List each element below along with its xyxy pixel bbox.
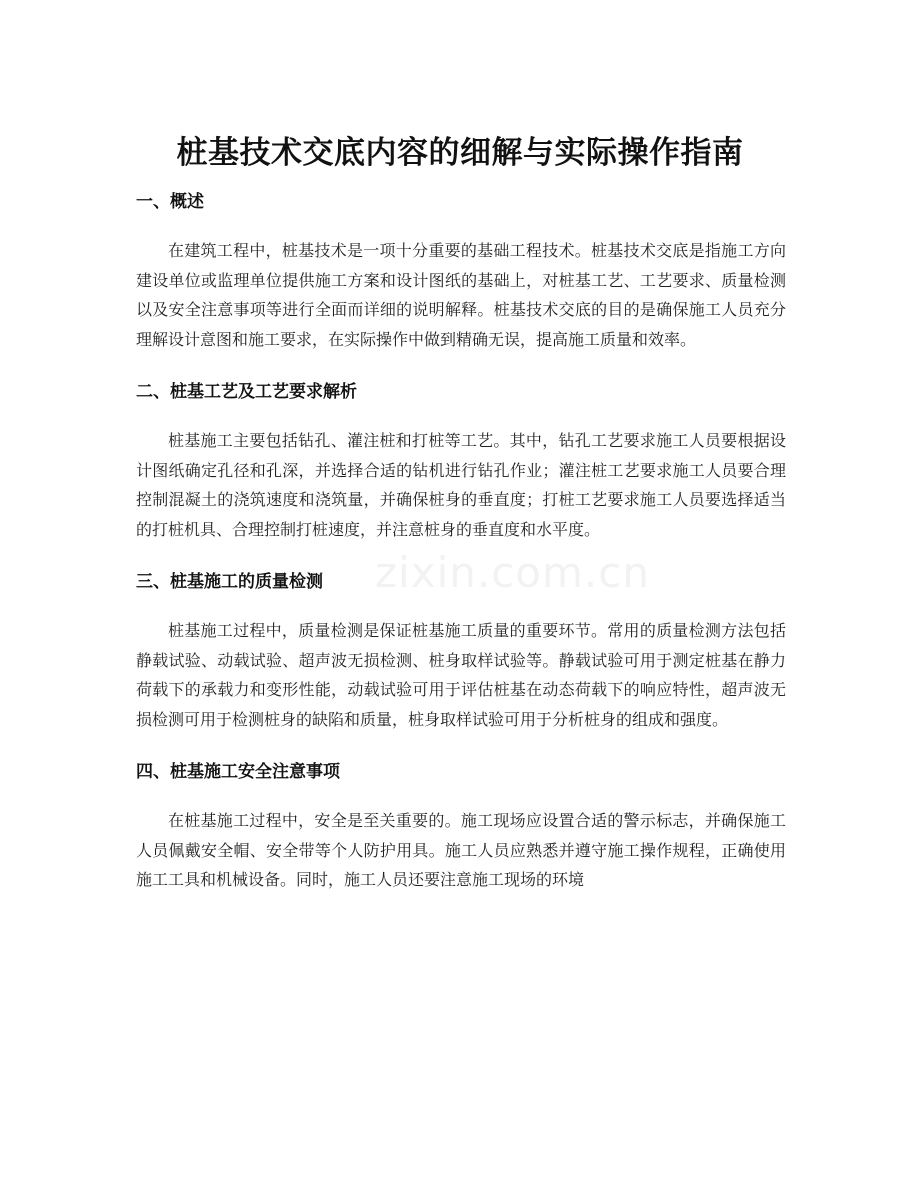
section-heading: 四、桩基施工安全注意事项 — [136, 762, 340, 782]
section-quality-inspection — [136, 564, 786, 734]
section-paragraph: 在桩基施工过程中，安全是至关重要的。施工现场应设置合适的警示标志，并确保施工人员佩戴安全帽、安全带等个人防护用具。施工人员应熟悉并遵守施工操作规程，正确使用施工工具和机械设备。同时，施工人员还要注意施工现场的环境 — [136, 811, 786, 889]
document-title: 桩基技术交底内容的细解与实际操作指南 — [176, 134, 744, 171]
watermark: zixin.com.cn — [375, 548, 650, 597]
section-heading: 三、桩基施工的质量检测 — [136, 572, 323, 592]
section-paragraph: 桩基施工主要包括钻孔、灌注桩和打桩等工艺。其中，钻孔工艺要求施工人员要根据设计图纸确定孔径和孔深，并选择合适的钻机进行钻孔作业；灌注桩工艺要求施工人员要合理控制混凝土的浇筑速度和浇筑量，并确保桩身的垂直度；打桩工艺要求施工人员要选择适当的打桩机具、合理控制打桩速度，并注意桩身的垂直度和水平度。 — [136, 431, 786, 539]
document-body — [136, 184, 786, 915]
section-paragraph: 在建筑工程中，桩基技术是一项十分重要的基础工程技术。桩基技术交底是指施工方向建设单位或监理单位提供施工方案和设计图纸的基础上，对桩基工艺、工艺要求、质量检测以及安全注意事项等进行全面而详细的说明解释。桩基技术交底的目的是确保施工人员充分理解设计意图和施工要求，在实际操作中做到精确无误，提高施工质量和效率。 — [136, 241, 786, 349]
section-paragraph: 桩基施工过程中，质量检测是保证桩基施工质量的重要环节。常用的质量检测方法包括静载试验、动载试验、超声波无损检测、桩身取样试验等。静载试验可用于测定桩基在静力荷载下的承载力和变形性能，动载试验可用于评估桩基在动态荷载下的响应特性，超声波无损检测可用于检测桩身的缺陷和质量，桩身取样试验可用于分析桩身的组成和强度。 — [136, 621, 786, 729]
section-process-requirements — [136, 374, 786, 544]
section-overview — [136, 184, 786, 354]
section-safety-notes — [136, 754, 786, 895]
section-heading: 二、桩基工艺及工艺要求解析 — [136, 382, 357, 402]
section-heading: 一、概述 — [136, 192, 204, 212]
